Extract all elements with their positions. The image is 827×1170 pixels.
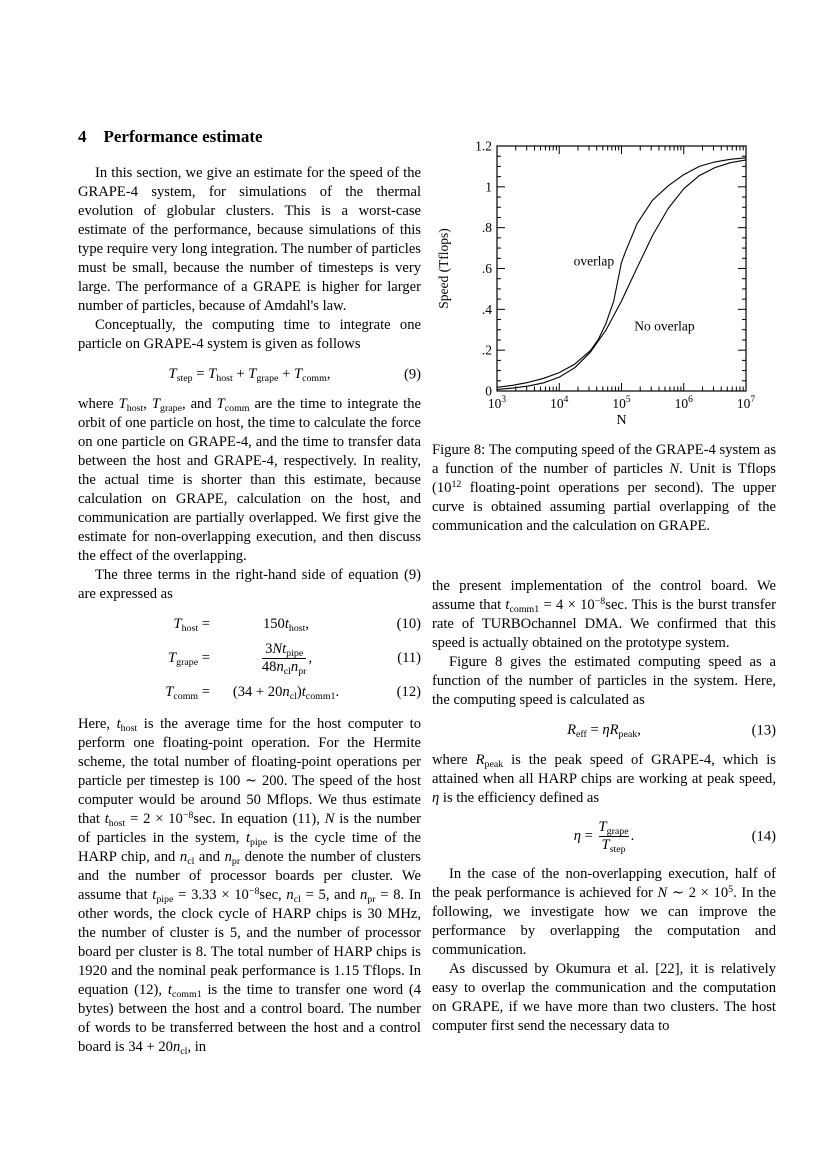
equation-9-number: (9): [403, 366, 421, 382]
x-axis-label: N: [616, 413, 627, 428]
equation-11-number: (11): [397, 650, 421, 666]
fraction: [260, 641, 309, 676]
fraction-denominator: $48n_{cl}n_{pr}$: [261, 659, 307, 677]
x-tick-label: $10^5$: [612, 395, 631, 411]
x-tick-label: $10^4$: [550, 395, 569, 411]
equation-9: [78, 365, 421, 384]
equation-14-number: (14): [751, 828, 776, 844]
fraction: [597, 819, 631, 854]
paragraph-where-rpeak: where $R_{peak}$ is the peak speed of GRAPE-4, which is attained when all HARP chips are working at peak speed, η is the efficiency defined as: [432, 752, 776, 806]
equation-14-body: [573, 819, 635, 855]
y-tick-label: 1: [485, 179, 492, 195]
equation-13-body: $R_{eff} = \eta R_{peak}$,: [567, 722, 641, 740]
paragraph-okumura: As discussed by Okumura et al. [22], it is relatively easy to overlap the communication and the computation on GRAPE, if we have more than two clusters. The host computer first send the necessary data to: [432, 961, 776, 1034]
y-tick-label: .6: [481, 261, 492, 276]
equation-9-body: $T_{step} = T_{host} + T_{grape} + T_{comm}$,: [168, 366, 331, 384]
y-tick-label: .2: [481, 342, 492, 358]
paragraph-present-implementation: the present implementation of the control board. We assume that $t_{comm1} = 4 \times 10^{-8}\sec$. This is the burst transfer rate of TURBOchannel DMA. We confirmed that this speed is actually obtained on the prototype system.: [432, 578, 776, 651]
paragraph-non-overlapping: In the case of the non-overlapping execution, half of the peak performance is achieved for N ∼ $2 \times 10^5$. In the following, we investigate how we can improve the performance by overlapping the computation and communication.: [432, 866, 776, 958]
equation-11-lhs: $T_{grape}$ =: [167, 650, 210, 668]
equation-14-tail: .: [630, 827, 635, 844]
curve-overlap: [497, 158, 746, 387]
equation-11-tail: ,: [308, 649, 313, 666]
y-tick-label: 0: [485, 383, 492, 399]
equation-group-10-12: [78, 615, 421, 702]
equation-13: [432, 721, 776, 740]
equation-13-number: (13): [751, 722, 776, 738]
figure8: [432, 131, 776, 536]
paragraph-intro: In this section, we give an estimate for the speed of the GRAPE-4 system, for simulations of the thermal evolution of globular clusters. This is a worst-case estimate of the performance, because simulations of this type require very long integration. The number of particles must be small, because the number of timesteps is very large. The performance of a GRAPE is higher for larger number of particles, because of Amdahl's law.: [78, 165, 421, 314]
equation-14-lhs: η =: [573, 827, 593, 844]
section-heading: [78, 126, 421, 147]
x-tick-label: $10^7$: [736, 395, 756, 411]
equation-12-rhs: $(34 + 20n_{cl})t_{comm1}$.: [232, 684, 340, 702]
fraction-denominator: $T_{step}$: [599, 836, 629, 854]
equation-11-rhs: [210, 641, 362, 676]
fraction-numerator: $T_{grape}$: [598, 819, 629, 837]
x-tick-label: $10^3$: [487, 395, 507, 411]
equation-12-number: (12): [396, 684, 421, 700]
y-tick-label: .8: [481, 220, 492, 236]
series-label: No overlap: [634, 318, 695, 334]
equation-14: [432, 819, 776, 854]
fraction-numerator: $3Nt_{pipe}$: [265, 641, 304, 659]
y-axis-label: Speed (Tflops): [436, 228, 451, 309]
equation-10-lhs: $T_{host}$ =: [173, 616, 210, 634]
left-column: [78, 126, 421, 1057]
equation-10-rhs: $150t_{host}$,: [262, 616, 310, 634]
equation-12-lhs: $T_{comm}$ =: [165, 684, 210, 702]
paragraph-conceptually: Conceptually, the computing time to integrate one particle on GRAPE-4 system is given as follows: [78, 317, 421, 352]
figure8-chart: [432, 131, 776, 431]
right-column: [432, 131, 776, 1036]
paragraph-here-thost: Here, $t_{host}$ is the average time for the host computer to perform one floating-point operation. For the Hermite scheme, the total number of floating-point operations per particle per timestep is 100 ∼ 200. The speed of the host computer would be around 50 Mflops. We thus estimate that $t_{host} = 2 \times 10^{-8}\sec$. In equation (11), N is the number of particles in the system, $t_{pipe}$ is the cycle time of the HARP chip, and $n_{cl}$ and $n_{pr}$ denote the number of clusters and the number of processor boards per cluster. We assume that $t_{pipe} = 3.33 \times 10^{-8}\sec$, $n_{cl} = 5$, and $n_{pr} = 8$. In other words, the clock cycle of HARP chips is 30 MHz, the number of cluster is 5, and the number of processor board per cluster is 8. The total number of HARP chips is 1920 and the nominal peak performance is 1.15 Tflops. In equation (12), $t_{comm1}$ is the time to transfer one word (4 bytes) between the host and a control board. The number of words to be transferred between the host and a control board is $34 + 20n_{cl}$, in: [78, 716, 422, 1057]
series-label: overlap: [573, 253, 615, 269]
curve-no-overlap: [497, 160, 746, 390]
paragraph-where-terms: where $T_{host}$, $T_{grape}$, and $T_{comm}$ are the time to integrate the orbit of one particle on host, the time to calculate the force on one particle on GRAPE-4, and the time to transfer data between the host and GRAPE-4, respectively. In reality, the actual time is shorter than this estimate, because calculation on GRAPE, calculation on the host, and communication are partially overlapped. We first give the estimate for non-overlapping execution, and then discuss the effect of the overlapping.: [78, 396, 422, 564]
x-tick-label: $10^6$: [674, 395, 693, 411]
y-tick-label: .4: [481, 301, 492, 317]
section-number: 4: [78, 127, 87, 146]
equation-10-number: (10): [396, 616, 421, 632]
figure8-caption: Figure 8: The computing speed of the GRAPE-4 system as a function of the number of particles N. Unit is Tflops ($10^{12}$ floating-point operations per second). The upper curve is obtained assuming partial overlapping of the communication and the calculation on GRAPE.: [432, 442, 776, 534]
paragraph-three-terms: The three terms in the right-hand side of equation (9) are expressed as: [78, 567, 421, 602]
y-tick-label: 1.2: [475, 138, 492, 154]
paragraph-figure8-gives: Figure 8 gives the estimated computing speed as a function of the number of particles in the system. Here, the computing speed is calculated as: [432, 654, 776, 708]
section-title: Performance estimate: [103, 127, 263, 146]
chart-frame: [497, 146, 746, 391]
